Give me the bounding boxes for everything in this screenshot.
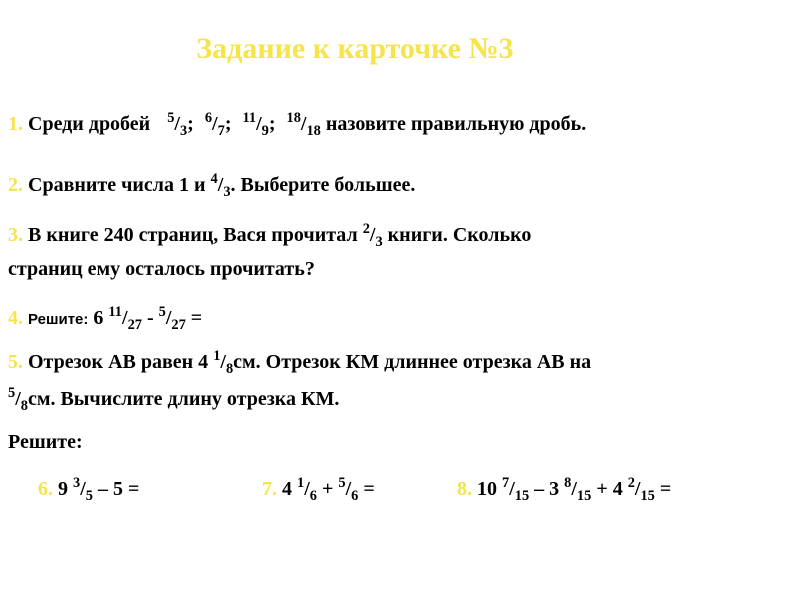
task-2-number: 2. <box>8 174 23 196</box>
task-4: 4. Решите: 6 $^{11}/_{27} - ^5/_{27}$ = <box>8 304 203 334</box>
task-1-number: 1. <box>8 113 23 135</box>
task-1: 1. Среди дробей $^5/_3$; $^6/_7$; $^{11}/_9$; $^{18}/_{18}$ назовите правильную дробь. <box>8 110 587 140</box>
task-5-text-2: см. Отрезок КМ длиннее отрезка АВ на <box>233 351 592 373</box>
task-1-text: Среди дробей <box>28 113 151 135</box>
task-5-number: 5. <box>8 351 23 373</box>
task-4-number: 4. <box>8 307 23 329</box>
fraction: $^6/_7$ <box>204 110 225 140</box>
task-7: 7. 4 $^1/_6 + ^5/_6$ = <box>262 475 375 505</box>
task-4-label: Решите: <box>28 311 89 328</box>
task-1-tail: назовите правильную дробь. <box>325 113 587 135</box>
fraction: $^5/_{27}$ <box>158 304 186 334</box>
task-3-number: 3. <box>8 224 23 246</box>
task-3-text-2: книги. Сколько <box>387 224 532 246</box>
task-2-tail: . Выберите большее. <box>230 174 416 196</box>
fraction: $^3/_5$ <box>73 475 93 505</box>
task-8: 8. 10 $^7/_{15} - 3$ $^8/_{15} + 4$ $^2/_{15}$ = <box>457 475 672 505</box>
task-3-line-2: страниц ему осталось прочитать? <box>8 258 315 280</box>
fraction: $^2/_3$ <box>362 221 383 251</box>
task-5-text: Отрезок АВ равен 4 <box>28 351 209 373</box>
task-5 <box>8 348 592 378</box>
task-2-text: Сравните числа 1 и <box>28 174 206 196</box>
card-title: Задание к карточке №3 <box>196 32 514 65</box>
fraction: $^{18}/_{18}$ <box>286 110 321 140</box>
fraction: $^7/_{15}$ <box>502 475 530 505</box>
task-6-number: 6. <box>38 478 53 500</box>
fraction: $^5/_8$ <box>8 385 28 415</box>
task-5-line-2: $^5/_8см$. Вычислите длину отрезка КМ. <box>8 385 340 415</box>
task-3-text: В книге 240 страниц, Вася прочитал <box>28 224 358 246</box>
task-8-number: 8. <box>457 478 472 500</box>
fraction: $^4/_3$ <box>210 171 231 201</box>
fraction: $^1/_6$ <box>297 475 317 505</box>
fraction: $^2/_{15}$ <box>627 475 655 505</box>
fraction: $^{11}/_9$ <box>242 110 269 140</box>
fraction: $^5/_6$ <box>338 475 359 505</box>
task-6: 6. 9 $^3/_5 - 5$ = <box>38 475 140 505</box>
fraction: $^{11}/_{27}$ <box>108 304 142 334</box>
task-7-number: 7. <box>262 478 277 500</box>
task-3 <box>8 221 532 251</box>
fraction: $^5/_3$ <box>167 110 188 140</box>
fraction: $^8/_{15}$ <box>564 475 592 505</box>
fraction: $^1/_8$ <box>213 348 234 378</box>
solve-label: Решите: <box>8 431 83 453</box>
task-2 <box>8 171 416 201</box>
